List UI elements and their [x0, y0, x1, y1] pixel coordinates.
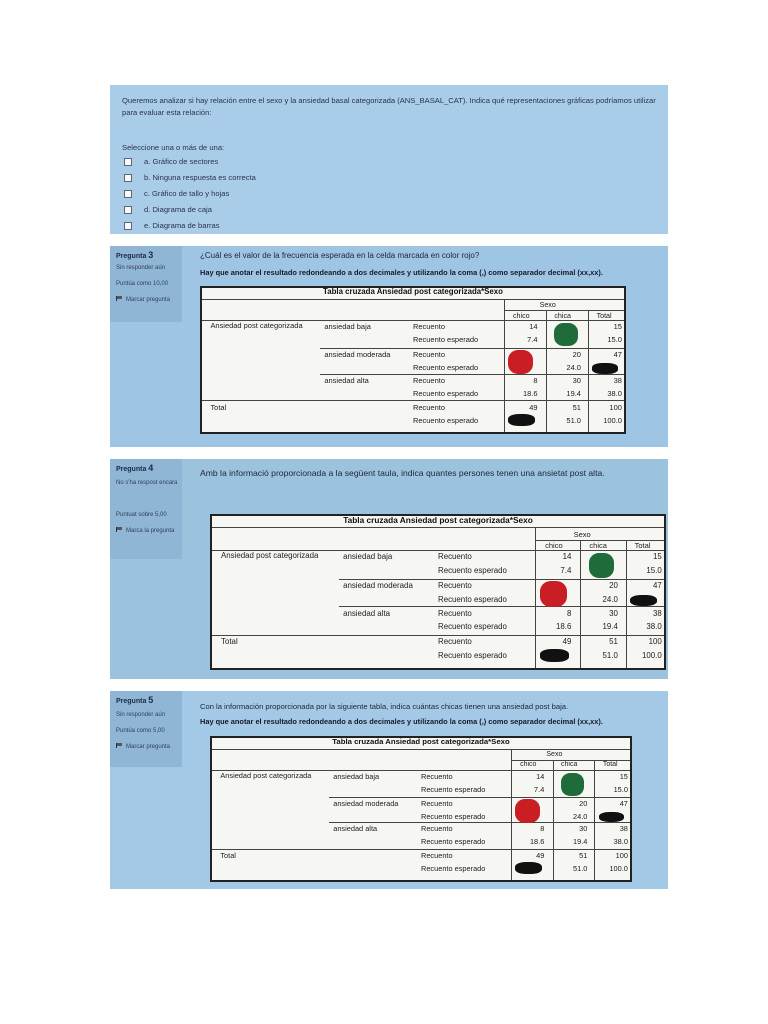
table-cell: Recuento esperado [421, 837, 486, 847]
table-cell: 47 [619, 798, 628, 808]
table-cell: 20 [609, 581, 618, 591]
line-top-header [504, 310, 624, 311]
black-marker-total-chico [540, 649, 569, 662]
table-cell: Recuento [438, 637, 472, 647]
table-cell: ansiedad alta [333, 824, 378, 834]
total-header: Total [634, 541, 651, 551]
table-cell: 51 [609, 637, 618, 647]
table-cell: ansiedad baja [343, 552, 393, 562]
table-cell: 14 [529, 322, 538, 332]
table-cell: 51.0 [566, 415, 581, 425]
question-text: Con la información proporcionada por la siguiente tabla, indica cuántas chicas tienen una ansiedad post baja. [200, 702, 569, 711]
option-a-label: a. Gráfico de sectores [144, 157, 219, 166]
question-text: Queremos analizar si hay relación entre el sexo y la ansiedad basal categorizada (ANS_BASAL_CAT). Indica qué representaciones gráficas podríamos utilizar para evaluar esta relación: [122, 96, 656, 117]
table-cell: 100.0 [603, 415, 622, 425]
col-line-chica [580, 540, 581, 668]
total-header: Total [602, 761, 618, 769]
total-header: Total [596, 311, 612, 320]
row-line-mod [320, 348, 624, 349]
table-cell: 38.0 [607, 388, 622, 398]
table-cell: ansiedad moderada [333, 798, 399, 808]
table-cell: 49 [562, 637, 572, 647]
checkbox-d[interactable] [124, 206, 132, 214]
table-cell: 38 [619, 824, 628, 834]
table-title: Tabla cruzada Ansiedad post categorizada*Sexo [323, 287, 503, 297]
table-cell: 100.0 [642, 651, 662, 661]
table-cell: 47 [613, 349, 622, 359]
col-line-chico [535, 527, 536, 668]
line-body-total [212, 635, 664, 636]
table-cell: 47 [652, 581, 662, 591]
option-b-label: b. Ninguna respuesta es correcta [144, 173, 256, 182]
question-info [110, 459, 182, 559]
question-choices-panel [110, 85, 668, 234]
table-cell: Recuento esperado [438, 565, 507, 575]
col-line-total [594, 760, 595, 880]
table-cell: 14 [562, 552, 572, 562]
row-line-mod [329, 797, 630, 798]
table-cell: ansiedad alta [343, 608, 391, 618]
sexo-header: Sexo [539, 300, 556, 309]
table-cell: Recuento [438, 581, 472, 591]
table-cell: 38.0 [613, 837, 628, 847]
table-cell: Recuento esperado [413, 362, 479, 372]
table-cell: 49 [536, 851, 545, 861]
table-cell: Recuento esperado [438, 594, 507, 604]
table-cell: Total [210, 403, 227, 413]
col-line-chica [553, 760, 554, 880]
question-status: No s'ha respost encara [116, 480, 178, 486]
col-line-chico [504, 299, 505, 432]
table-cell: Ansiedad post categorizada [210, 321, 303, 331]
line-title [212, 527, 664, 528]
question-text: ¿Cuál es el valor de la frecuencia esperada en la celda marcada en color rojo? [200, 251, 480, 260]
chica-header: chica [554, 311, 571, 320]
question-5-panel [110, 691, 668, 889]
table-cell: 38 [613, 375, 622, 385]
line-body-total [212, 849, 630, 850]
table-cell: 15 [652, 552, 662, 562]
table-cell: 8 [540, 824, 545, 834]
question-score: Puntúa como 10,00 [116, 281, 169, 287]
table-cell: 15.0 [607, 335, 622, 345]
table-cell: 24.0 [566, 362, 581, 372]
table-cell: 18.6 [522, 388, 538, 398]
line-title [202, 299, 624, 300]
option-c[interactable] [124, 189, 229, 198]
table-cell: Recuento esperado [421, 864, 486, 874]
table-cell: 15 [613, 322, 622, 332]
table-cell: 30 [579, 824, 588, 834]
question-text: Amb la informació proporcionada a la següent taula, indica quantes persones tenen una ansietat post alta. [200, 468, 605, 478]
table-cell: 20 [579, 798, 588, 808]
flag-icon [116, 527, 123, 532]
table-cell: 19.4 [573, 837, 588, 847]
question-3-panel [110, 246, 668, 447]
table-cell: Recuento esperado [421, 784, 486, 794]
checkbox-b[interactable] [124, 174, 132, 182]
select-instruction: Seleccione una o más de una: [122, 143, 225, 152]
table-cell: 100 [609, 403, 622, 413]
table-cell: 8 [533, 375, 538, 385]
question-note: Hay que anotar el resultado redondeando a dos decimales y utilizando la coma (,) como separador decimal (xx,xx). [200, 717, 603, 726]
table-cell: 19.4 [566, 388, 581, 398]
row-line-alta [339, 606, 664, 607]
option-d[interactable] [124, 205, 212, 214]
red-marker-mod-chico [540, 581, 567, 607]
table-cell: Recuento [413, 322, 445, 332]
table-cell: Total [220, 851, 236, 861]
table-title: Tabla cruzada Ansiedad post categorizada*Sexo [332, 737, 510, 747]
row-line-alta [320, 374, 624, 375]
table-cell: Recuento [413, 403, 445, 413]
checkbox-a[interactable] [124, 158, 132, 166]
table-cell: 100 [648, 637, 662, 647]
option-a[interactable] [124, 157, 218, 166]
line-top-header [535, 540, 664, 541]
red-marker-mod-chico [515, 799, 540, 823]
table-cell: ansiedad alta [324, 375, 369, 385]
table-cell: 18.6 [529, 837, 545, 847]
table-cell: Recuento esperado [438, 622, 507, 632]
green-marker-baja-chica [589, 553, 614, 577]
row-line-alta [329, 822, 630, 823]
flag-question-link[interactable]: Marca la pregunta [116, 527, 176, 535]
table-cell: Ansiedad post categorizada [220, 770, 312, 780]
cross-table [200, 286, 626, 434]
question-info [110, 246, 182, 322]
question-score: Puntúa como 5,00 [116, 728, 165, 734]
table-cell: 100.0 [609, 864, 628, 874]
table-cell: 38.0 [646, 622, 662, 632]
table-cell: ansiedad moderada [324, 349, 391, 359]
line-body-total [202, 400, 624, 401]
col-line-chica [546, 310, 547, 432]
table-cell: 24.0 [573, 811, 588, 821]
flag-icon [116, 743, 123, 748]
row-line-mod [339, 579, 664, 580]
flag-icon [116, 296, 123, 301]
chico-header: chico [545, 541, 563, 551]
table-cell: 8 [566, 608, 572, 618]
table-cell: 51 [579, 851, 588, 861]
question-score: Puntuat sobre 5,00 [116, 512, 167, 518]
option-e-label: e. Diagrama de barras [144, 221, 220, 230]
line-top-header [511, 760, 630, 761]
chica-header: chica [561, 761, 578, 769]
chico-header: chico [513, 311, 530, 320]
table-cell: 30 [609, 608, 618, 618]
table-cell: 20 [572, 349, 581, 359]
table-cell: Total [221, 637, 238, 647]
table-cell: 49 [529, 403, 538, 413]
table-cell: 15.0 [613, 784, 628, 794]
question-status: Sin responder aún [116, 712, 166, 718]
table-cell: 15.0 [646, 565, 662, 575]
table-cell: 38 [652, 608, 662, 618]
option-e[interactable] [124, 221, 220, 230]
sexo-header: Sexo [573, 529, 591, 539]
table-cell: Recuento [421, 851, 453, 861]
table-cell: 7.4 [527, 335, 538, 345]
option-d-label: d. Diagrama de caja [144, 205, 212, 214]
table-cell: 19.4 [602, 622, 618, 632]
table-cell: Recuento [413, 375, 445, 385]
table-cell: 7.4 [560, 565, 572, 575]
table-cell: 18.6 [555, 622, 572, 632]
question-number: Pregunta 4 [116, 463, 154, 473]
option-b[interactable] [124, 173, 256, 182]
question-number: Pregunta 3 [116, 250, 154, 260]
flag-question-link[interactable]: Marcar pregunta [116, 296, 176, 304]
table-cell: 24.0 [602, 594, 618, 604]
cross-table [210, 514, 666, 670]
table-cell: 51 [572, 403, 581, 413]
table-cell: Recuento [421, 771, 453, 781]
sexo-header: Sexo [546, 750, 563, 758]
table-cell: 7.4 [534, 784, 545, 794]
table-cell: Recuento esperado [413, 415, 479, 425]
option-c-label: c. Gráfico de tallo y hojas [144, 189, 230, 198]
table-cell: 15 [619, 771, 628, 781]
black-marker-mod-total [630, 595, 657, 606]
question-note: Hay que anotar el resultado redondeando a dos decimales y utilizando la coma (,) como separador decimal (xx,xx). [200, 268, 603, 277]
chico-header: chico [520, 761, 537, 769]
col-line-total [588, 310, 589, 432]
table-cell: Recuento [421, 798, 453, 808]
table-cell: 51.0 [602, 651, 618, 661]
table-cell: Recuento [421, 824, 453, 834]
table-cell: Recuento [438, 552, 472, 562]
checkbox-c[interactable] [124, 190, 132, 198]
cross-table [210, 736, 632, 882]
black-marker-mod-total [599, 812, 624, 823]
table-cell: 14 [536, 771, 545, 781]
table-cell: Recuento [413, 349, 445, 359]
table-cell: ansiedad moderada [343, 581, 413, 591]
table-cell: 100 [615, 851, 628, 861]
table-cell: ansiedad baja [324, 322, 371, 332]
chica-header: chica [589, 541, 607, 551]
question-number: Pregunta 5 [116, 695, 154, 705]
green-marker-baja-chica [554, 323, 577, 346]
col-line-total [626, 540, 627, 668]
question-status: Sin responder aún [116, 265, 166, 271]
question-4-panel [110, 459, 668, 679]
table-cell: Recuento esperado [413, 388, 479, 398]
black-marker-mod-total [592, 363, 617, 374]
black-marker-total-chico [508, 414, 535, 426]
table-cell: Recuento esperado [438, 651, 507, 661]
black-marker-total-chico [515, 862, 542, 874]
table-cell: 51.0 [573, 864, 588, 874]
checkbox-e[interactable] [124, 222, 132, 230]
table-cell: 30 [572, 375, 581, 385]
table-cell: Ansiedad post categorizada [221, 551, 319, 561]
table-cell: Recuento esperado [421, 811, 486, 821]
flag-question-link[interactable]: Marcar pregunta [116, 743, 176, 751]
col-line-chico [511, 749, 512, 880]
red-marker-mod-chico [508, 350, 533, 374]
green-marker-baja-chica [561, 773, 584, 796]
question-info [110, 691, 182, 767]
table-cell: Recuento esperado [413, 335, 479, 345]
table-cell: ansiedad baja [333, 771, 380, 781]
table-cell: Recuento [438, 608, 472, 618]
table-title: Tabla cruzada Ansiedad post categorizada*Sexo [343, 515, 533, 526]
line-title [212, 749, 630, 750]
